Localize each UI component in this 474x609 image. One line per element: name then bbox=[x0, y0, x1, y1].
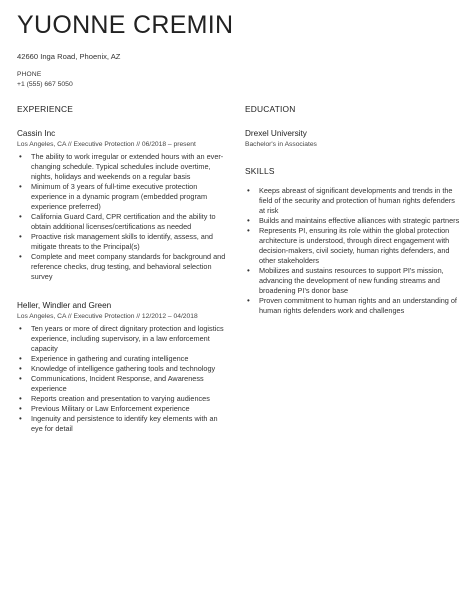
bullet-item: • The ability to work irregular or extended hours with an ever-changing schedule. Typical schedules include overtime, nights, holidays and weekends on a regular basis bbox=[17, 152, 230, 182]
skill-item: • Mobilizes and sustains resources to support PI's mission, advancing the development of new funding streams and broadening PI's donor base bbox=[245, 266, 460, 296]
bullet-item: • Ingenuity and persistence to identify key elements with an eye for detail bbox=[17, 414, 230, 434]
job-bullets bbox=[17, 152, 230, 282]
skill-item: • Builds and maintains effective alliances with strategic partners bbox=[245, 216, 460, 226]
skill-item: • Represents PI, ensuring its role within the global protection architecture is understood, through direct engagement with decision-makers, civil society, human rights defenders, and other stakeholders bbox=[245, 226, 460, 266]
job-entry bbox=[17, 128, 230, 282]
skill-item: • Proven commitment to human rights and an understanding of human rights defenders work and challenges bbox=[245, 296, 460, 316]
skill-item: • Keeps abreast of significant developments and trends in the field of the security and protection of human rights defenders at risk bbox=[245, 186, 460, 216]
education-school: Drexel University bbox=[245, 129, 307, 138]
address: 42660 Inga Road, Phoenix, AZ bbox=[17, 52, 121, 61]
side-column bbox=[245, 104, 460, 316]
job-company: Cassin Inc bbox=[17, 129, 56, 138]
phone-label: PHONE bbox=[17, 71, 42, 78]
skills-section-title: SKILLS bbox=[245, 166, 275, 176]
bullet-item: • Complete and meet company standards for background and reference checks, drug testing, and behavioral selection survey bbox=[17, 252, 230, 282]
experience-column bbox=[17, 104, 230, 434]
bullet-item: • Knowledge of intelligence gathering tools and technology bbox=[17, 364, 230, 374]
bullet-item: • Proactive risk management skills to identify, assess, and mitigate threats to the Principal(s) bbox=[17, 232, 230, 252]
bullet-item: • Experience in gathering and curating intelligence bbox=[17, 354, 230, 364]
bullet-item: • Previous Military or Law Enforcement experience bbox=[17, 404, 230, 414]
experience-section-title: EXPERIENCE bbox=[17, 104, 73, 114]
bullet-item: • Ten years or more of direct dignitary protection and logistics experience, including supervisory, in a law enforcement capacity bbox=[17, 324, 230, 354]
job-bullets bbox=[17, 324, 230, 434]
phone-number: +1 (555) 667 5050 bbox=[17, 81, 73, 88]
job-company: Heller, Windler and Green bbox=[17, 301, 112, 310]
bullet-item: • Communications, Incident Response, and Awareness experience bbox=[17, 374, 230, 394]
job-entry bbox=[17, 300, 230, 434]
bullet-item: • California Guard Card, CPR certification and the ability to obtain additional licenses/certifications as needed bbox=[17, 212, 230, 232]
education-degree: Bachelor's in Associates bbox=[245, 141, 317, 148]
job-meta: Los Angeles, CA // Executive Protection // 12/2012 – 04/2018 bbox=[17, 313, 198, 320]
education-section-title: EDUCATION bbox=[245, 104, 296, 114]
bullet-item: • Minimum of 3 years of full-time executive protection experience in a dynamic program (embedded program experience preferred) bbox=[17, 182, 230, 212]
skills-list bbox=[245, 186, 460, 316]
candidate-name: YUONNE CREMIN bbox=[17, 11, 234, 39]
bullet-item: • Reports creation and presentation to varying audiences bbox=[17, 394, 230, 404]
job-meta: Los Angeles, CA // Executive Protection // 06/2018 – present bbox=[17, 141, 196, 148]
